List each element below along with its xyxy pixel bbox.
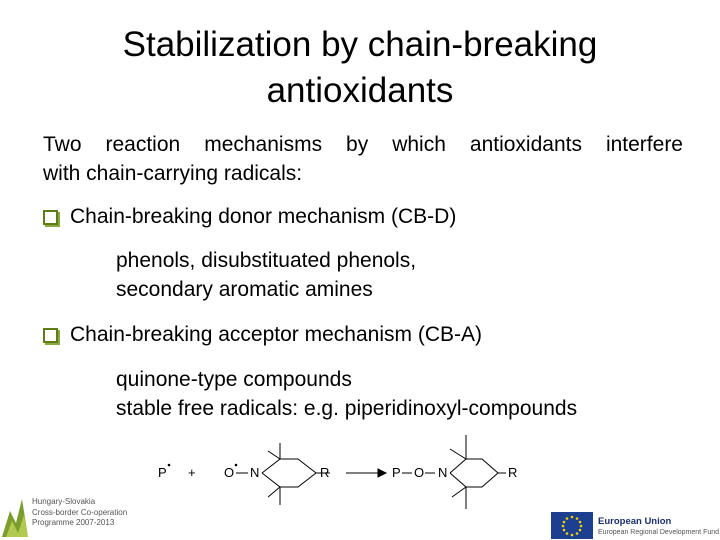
logo-text-line: Programme 2007-2013	[32, 518, 115, 527]
eu-logo-title: European Union	[598, 516, 672, 527]
checkbox-bullet-icon	[43, 328, 58, 343]
plus-sign: +	[188, 465, 196, 480]
eu-flag-icon	[551, 512, 593, 539]
logo-text-line: Cross-border Co-operation	[32, 507, 128, 517]
programme-logo-text	[32, 497, 127, 529]
checkbox-bullet-icon	[43, 210, 58, 225]
radical-dot-icon	[235, 464, 238, 467]
intro-paragraph	[43, 130, 683, 188]
nitrogen-label: N	[250, 465, 260, 480]
eu-logo-subtitle: European Regional Development Fund	[598, 529, 720, 536]
detail-line: stable free radicals: e.g. piperidinoxyl-compounds	[116, 397, 578, 420]
piperidine-ring-icon	[450, 435, 506, 509]
slide-title-line-2: antioxidants	[266, 71, 454, 110]
bullet-cb-a	[43, 321, 482, 349]
product-r-label: R	[508, 465, 518, 480]
bullet-cb-a-details	[116, 365, 577, 423]
intro-line-1: Two reaction mechanisms by which antioxidants interfere	[43, 133, 683, 156]
detail-line: phenols, disubstituated phenols,	[116, 249, 417, 272]
hungary-slovakia-logo-icon	[0, 493, 30, 537]
bullet-cb-d-label: Chain-breaking donor mechanism (CB-D)	[70, 205, 457, 228]
intro-line-2: with chain-carrying radicals:	[43, 162, 303, 185]
reaction-arrow-icon	[346, 469, 386, 477]
product-o-label: O	[414, 465, 425, 480]
detail-line: quinone-type compounds	[116, 368, 352, 391]
detail-line: secondary aromatic amines	[116, 278, 373, 301]
product-n-label: N	[438, 465, 448, 480]
radical-p-label: P	[158, 465, 167, 480]
radical-dot-icon	[168, 464, 171, 467]
bullet-cb-d	[43, 203, 456, 231]
product-p-label: P	[392, 465, 401, 480]
bullet-cb-d-details	[116, 246, 416, 304]
slide-title	[0, 22, 720, 114]
reaction-scheme	[150, 425, 550, 520]
logo-text-line: Hungary-Slovakia	[32, 497, 96, 506]
bullet-cb-a-label: Chain-breaking acceptor mechanism (CB-A)	[70, 323, 482, 346]
slide-title-line-1: Stabilization by chain-breaking	[122, 25, 598, 64]
r-group-label: R	[320, 465, 330, 480]
oxygen-label: O	[224, 465, 235, 480]
